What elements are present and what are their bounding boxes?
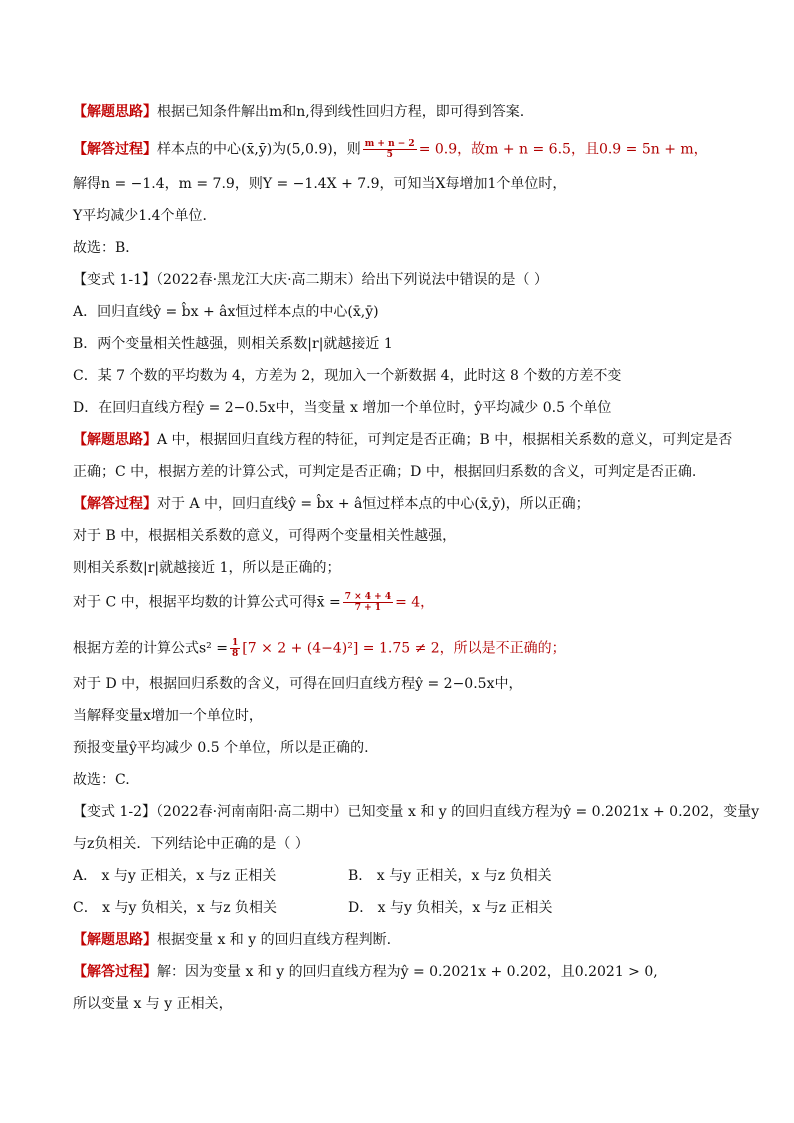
variant-1-1-header: 【变式 1-1】（2022春·黑龙江大庆·高二期末）给出下列说法中错误的是（ ）: [73, 272, 548, 288]
variant-1-2-header: 【变式 1-2】（2022春·河南南阳·高二期中）已知变量 x 和 y 的回归直线方程为ŷ = 0.2021x + 0.202，变量y: [73, 804, 760, 820]
solution-line-variance: [73, 638, 566, 659]
option-b: B．两个变量相关性越强，则相关系数|r|就越接近 1: [73, 336, 393, 352]
fraction: $\frac{7 \times 4 + 4}{7 + 1}$: [344, 592, 392, 613]
thinking-line: [73, 930, 391, 950]
thinking-text: 根据变量 x 和 y 的回归直线方程判断.: [157, 932, 392, 948]
solution-text-b: = 0.9，故m + n = 6.5，且0.9 = 5n + m，: [418, 141, 708, 158]
solution-line-2: 解得n = −1.4，m = 7.9，则Y = −1.4X + 7.9，可知当X每增加1个单位时，: [73, 176, 567, 192]
solution-label: 【解答过程】: [73, 141, 157, 158]
option-c: C． x 与y 负相关，x 与z 负相关: [73, 900, 278, 916]
solution-line-d3: 预报变量ŷ平均减少 0.5 个单位，所以是正确的.: [73, 740, 369, 756]
solution-line-b: 对于 B 中，根据相关系数的意义，可得两个变量相关性越强，: [73, 528, 457, 544]
variance-result: [7 × 2 + (4−4)²] = 1.75 ≠ 2，所以是不正确的；: [242, 640, 566, 657]
option-a: A． x 与y 正相关，x 与z 正相关: [73, 868, 277, 884]
fraction: $\frac{1}{8}$: [231, 638, 239, 659]
solution-text: 对于 A 中，回归直线ŷ = b̂x + â恒过样本点的中心(x̄,ȳ)，所以正确；: [157, 496, 590, 512]
option-d: D． x 与y 负相关，x 与z 正相关: [348, 900, 553, 916]
fraction: $\frac{m + n - 2}{5}$: [364, 139, 415, 160]
solution-result-c: = 4，: [395, 594, 435, 611]
thinking-text: 根据已知条件解出m和n,得到线性回归方程，即可得到答案.: [157, 104, 525, 120]
thinking-line: [73, 430, 732, 450]
option-a: A．回归直线ŷ = b̂x + âx恒过样本点的中心(x̄,ȳ): [73, 304, 379, 320]
solution-line-3: Y平均减少1.4个单位．: [73, 208, 217, 224]
solution-line: [73, 962, 658, 982]
thinking-line: [73, 102, 524, 122]
thinking-label: 【解题思路】: [73, 932, 157, 948]
solution-line-c: [73, 592, 434, 613]
solution-line-b2: 则相关系数|r|就越接近 1，所以是正确的；: [73, 560, 341, 576]
solution-text-a: 样本点的中心(x̄,ȳ)为(5,0.9)，则: [157, 141, 361, 158]
solution-text: 解：因为变量 x 和 y 的回归直线方程为ŷ = 0.2021x + 0.202，且0.2021 > 0,: [157, 964, 658, 980]
option-d: D．在回归直线方程ŷ = 2−0.5x中，当变量 x 增加一个单位时，ŷ平均减少 0.5 个单位: [73, 400, 612, 416]
answer-line: 故选：B．: [73, 240, 140, 256]
thinking-label: 【解题思路】: [73, 432, 157, 448]
solution-text-c: 对于 C 中，根据平均数的计算公式可得x̄ =: [73, 594, 341, 611]
thinking-text: A 中，根据回归直线方程的特征，可判定是否正确；B 中，根据相关系数的意义，可判定是否: [157, 432, 733, 448]
solution-line-d: 对于 D 中，根据回归系数的含义，可得在回归直线方程ŷ = 2−0.5x中，: [73, 676, 523, 692]
answer-line: 故选：C.: [73, 772, 130, 788]
thinking-line-2: 正确；C 中，根据方差的计算公式，可判定是否正确；D 中，根据回归系数的含义，可判定是否正确.: [73, 464, 697, 480]
thinking-label: 【解题思路】: [73, 104, 157, 120]
variant-1-2-header-2: 与z负相关．下列结论中正确的是（ ）: [73, 836, 309, 852]
solution-label: 【解答过程】: [73, 964, 157, 980]
solution-line: [73, 494, 590, 514]
solution-line-d2: 当解释变量x增加一个单位时，: [73, 708, 263, 724]
solution-line-2: 所以变量 x 与 y 正相关，: [73, 996, 233, 1012]
option-b: B． x 与y 正相关，x 与z 负相关: [348, 868, 552, 884]
variance-text: 根据方差的计算公式s² =: [73, 640, 228, 657]
solution-label: 【解答过程】: [73, 496, 157, 512]
option-c: C．某 7 个数的平均数为 4，方差为 2，现加入一个新数据 4，此时这 8 个数的方差不变: [73, 368, 622, 384]
solution-line-1: [73, 139, 708, 160]
